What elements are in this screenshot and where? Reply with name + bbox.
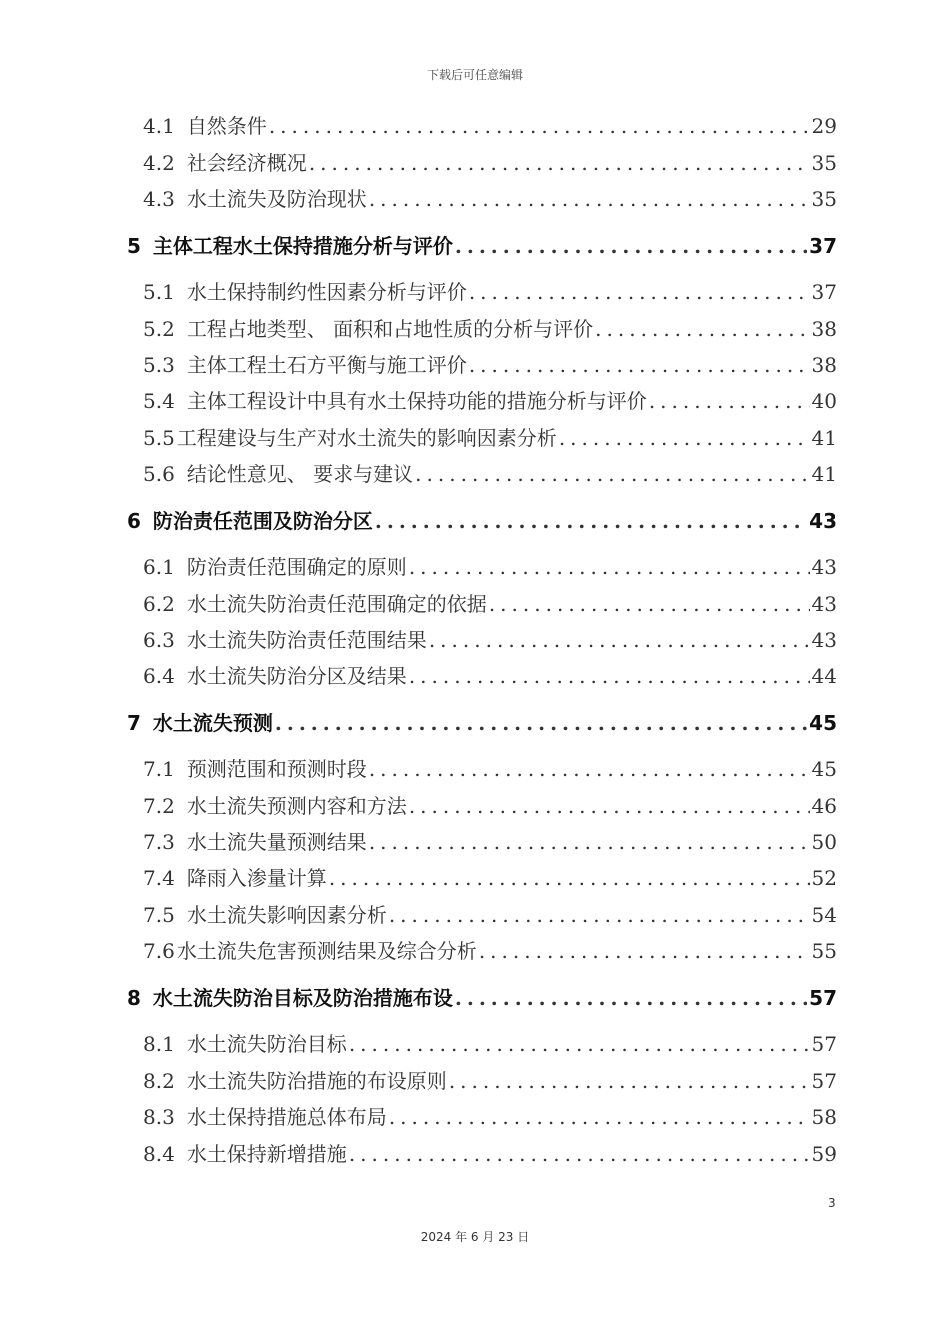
- toc-dot-leader: [455, 986, 807, 1010]
- toc-entry-title: 水土保持新增措施: [186, 1142, 347, 1166]
- toc-dot-leader: [469, 353, 810, 377]
- toc-dot-leader: [349, 1032, 810, 1056]
- toc-entry-title: 社会经济概况: [186, 151, 307, 175]
- toc-chapter-entry[interactable]: [127, 505, 837, 534]
- toc-entry-title: 主体工程水土保持措施分析与评价: [152, 234, 453, 258]
- toc-entry-number: 7.2: [143, 794, 175, 818]
- toc-entry-page: 57: [811, 1069, 837, 1093]
- toc-entry-page: 57: [809, 986, 837, 1010]
- toc-entry-page: 37: [811, 280, 837, 304]
- toc-entry-title: 水土流失防治措施的布设原则: [186, 1069, 447, 1093]
- toc-dot-leader: [479, 939, 810, 963]
- toc-entry-number: 7: [127, 711, 141, 735]
- toc-section-entry[interactable]: [143, 624, 837, 653]
- toc-entry-number: 6.2: [143, 592, 175, 616]
- toc-chapter-entry[interactable]: [127, 982, 837, 1011]
- toc-entry-title: 水土流失防治责任范围结果: [186, 628, 427, 652]
- toc-entry-page: 46: [811, 794, 837, 818]
- toc-dot-leader: [409, 555, 810, 579]
- toc-section-entry[interactable]: [143, 899, 837, 928]
- toc-section-entry[interactable]: [143, 458, 837, 487]
- toc-entry-page: 43: [809, 509, 837, 533]
- toc-entry-number: 5.2: [143, 317, 175, 341]
- toc-entry-page: 57: [811, 1032, 837, 1056]
- toc-dot-leader: [429, 628, 810, 652]
- toc-entry-title: 水土流失预测内容和方法: [186, 794, 407, 818]
- toc-entry-number: 7.4: [143, 866, 175, 890]
- toc-section-entry[interactable]: [143, 183, 837, 212]
- toc-entry-page: 41: [811, 462, 837, 486]
- toc-section-entry[interactable]: [143, 862, 837, 891]
- toc-entry-title: 防治责任范围确定的原则: [186, 555, 407, 579]
- toc-entry-page: 38: [811, 353, 837, 377]
- toc-dot-leader: [409, 664, 810, 688]
- toc-entry-title: 水土流失危害预测结果及综合分析: [176, 939, 477, 963]
- toc-entry-title: 水土流失防治目标: [186, 1032, 347, 1056]
- toc-dot-leader: [469, 280, 810, 304]
- toc-entry-title: 水土流失防治分区及结果: [186, 664, 407, 688]
- toc-entry-page: 43: [811, 628, 837, 652]
- toc-entry-title: 水土流失影响因素分析: [186, 903, 387, 927]
- toc-entry-title: 主体工程设计中具有水土保持功能的措施分析与评价: [186, 389, 647, 413]
- toc-entry-number: 7.3: [143, 830, 175, 854]
- toc-section-entry[interactable]: [143, 826, 837, 855]
- toc-section-entry[interactable]: [143, 1138, 837, 1167]
- toc-entry-number: 5.1: [143, 280, 175, 304]
- toc-section-entry[interactable]: [143, 147, 837, 176]
- toc-entry-page: 41: [811, 426, 837, 450]
- toc-entry-title: 主体工程土石方平衡与施工评价: [186, 353, 467, 377]
- toc-entry-title: 防治责任范围及防治分区: [152, 509, 373, 533]
- toc-entry-number: 4.1: [143, 114, 175, 138]
- toc-entry-page: 55: [811, 939, 837, 963]
- toc-section-entry[interactable]: [143, 1101, 837, 1130]
- toc-section-entry[interactable]: [143, 110, 837, 139]
- toc-entry-page: 40: [811, 389, 837, 413]
- toc-entry-number: 5.3: [143, 353, 175, 377]
- toc-entry-title: 水土流失防治责任范围确定的依据: [186, 592, 487, 616]
- toc-entry-page: 43: [811, 592, 837, 616]
- toc-entry-title: 水土保持制约性因素分析与评价: [186, 280, 467, 304]
- toc-entry-number: 5.5: [143, 426, 175, 450]
- toc-entry-title: 工程占地类型、 面积和占地性质的分析与评价: [186, 317, 594, 341]
- toc-dot-leader: [269, 114, 810, 138]
- toc-section-entry[interactable]: [143, 1065, 837, 1094]
- toc-entry-page: 58: [811, 1105, 837, 1129]
- toc-entry-title: 水土流失防治目标及防治措施布设: [152, 986, 453, 1010]
- toc-section-entry[interactable]: [143, 935, 837, 964]
- toc-entry-number: 8.1: [143, 1032, 175, 1056]
- toc-entry-title: 预测范围和预测时段: [186, 757, 367, 781]
- toc-section-entry[interactable]: [143, 422, 837, 451]
- toc-dot-leader: [349, 1142, 810, 1166]
- toc-entry-number: 6: [127, 509, 141, 533]
- toc-entry-number: 4.3: [143, 187, 175, 211]
- toc-dot-leader: [649, 389, 810, 413]
- toc-entry-number: 8.4: [143, 1142, 175, 1166]
- toc-dot-leader: [409, 794, 810, 818]
- toc-chapter-entry[interactable]: [127, 230, 837, 259]
- toc-dot-leader: [455, 234, 807, 258]
- toc-entry-number: 8.3: [143, 1105, 175, 1129]
- toc-dot-leader: [559, 426, 810, 450]
- toc-entry-number: 8.2: [143, 1069, 175, 1093]
- toc-section-entry[interactable]: [143, 790, 837, 819]
- toc-entry-page: 38: [811, 317, 837, 341]
- toc-dot-leader: [449, 1069, 810, 1093]
- toc-section-entry[interactable]: [143, 753, 837, 782]
- toc-dot-leader: [375, 509, 807, 533]
- toc-dot-leader: [369, 757, 810, 781]
- toc-entry-number: 6.3: [143, 628, 175, 652]
- toc-entry-page: 44: [811, 664, 837, 688]
- toc-dot-leader: [275, 711, 807, 735]
- toc-dot-leader: [595, 317, 809, 341]
- toc-entry-number: 7.1: [143, 757, 175, 781]
- toc-section-entry[interactable]: [143, 385, 837, 414]
- toc-dot-leader: [309, 151, 810, 175]
- toc-entry-title: 降雨入渗量计算: [186, 866, 327, 890]
- toc-chapter-entry[interactable]: [127, 707, 837, 736]
- toc-dot-leader: [369, 187, 810, 211]
- toc-entry-number: 6.4: [143, 664, 175, 688]
- toc-entry-number: 8: [127, 986, 141, 1010]
- toc-entry-title: 自然条件: [186, 114, 267, 138]
- toc-entry-page: 35: [811, 187, 837, 211]
- toc-section-entry[interactable]: [143, 276, 837, 305]
- toc-entry-number: 6.1: [143, 555, 175, 579]
- toc-entry-page: 50: [811, 830, 837, 854]
- toc-entry-number: 5.4: [143, 389, 175, 413]
- toc-dot-leader: [329, 866, 810, 890]
- toc-entry-number: 7.6: [143, 939, 175, 963]
- page-header: 下载后可任意编辑: [426, 68, 523, 82]
- toc-dot-leader: [489, 592, 810, 616]
- page-number: 3: [828, 1196, 836, 1210]
- toc-entry-page: 29: [811, 114, 837, 138]
- toc-dot-leader: [389, 903, 810, 927]
- toc-section-entry[interactable]: [143, 588, 837, 617]
- toc-entry-page: 54: [811, 903, 837, 927]
- toc-entry-title: 结论性意见、 要求与建议: [186, 462, 414, 486]
- toc-entry-page: 37: [809, 234, 837, 258]
- toc-section-entry[interactable]: [143, 551, 837, 580]
- page-footer-date: 2024 年 6 月 23 日: [420, 1230, 530, 1244]
- toc-entry-page: 45: [811, 757, 837, 781]
- toc-section-entry[interactable]: [143, 349, 837, 378]
- toc-entry-page: 45: [809, 711, 837, 735]
- toc-entry-page: 59: [811, 1142, 837, 1166]
- toc-section-entry[interactable]: [143, 660, 837, 689]
- toc-entry-number: 4.2: [143, 151, 175, 175]
- toc-entry-page: 52: [811, 866, 837, 890]
- toc-dot-leader: [389, 1105, 810, 1129]
- toc-entry-title: 水土流失预测: [152, 711, 273, 735]
- toc-section-entry[interactable]: [143, 1028, 837, 1057]
- toc-entry-number: 5: [127, 234, 141, 258]
- toc-entry-title: 水土流失量预测结果: [186, 830, 367, 854]
- toc-dot-leader: [415, 462, 809, 486]
- toc-entry-title: 水土流失及防治现状: [186, 187, 367, 211]
- toc-dot-leader: [369, 830, 810, 854]
- toc-entry-number: 5.6: [143, 462, 175, 486]
- toc-section-entry[interactable]: [143, 313, 837, 342]
- toc-entry-title: 水土保持措施总体布局: [186, 1105, 387, 1129]
- toc-entry-page: 43: [811, 555, 837, 579]
- toc-entry-title: 工程建设与生产对水土流失的影响因素分析: [176, 426, 557, 450]
- toc-entry-page: 35: [811, 151, 837, 175]
- toc-entry-number: 7.5: [143, 903, 175, 927]
